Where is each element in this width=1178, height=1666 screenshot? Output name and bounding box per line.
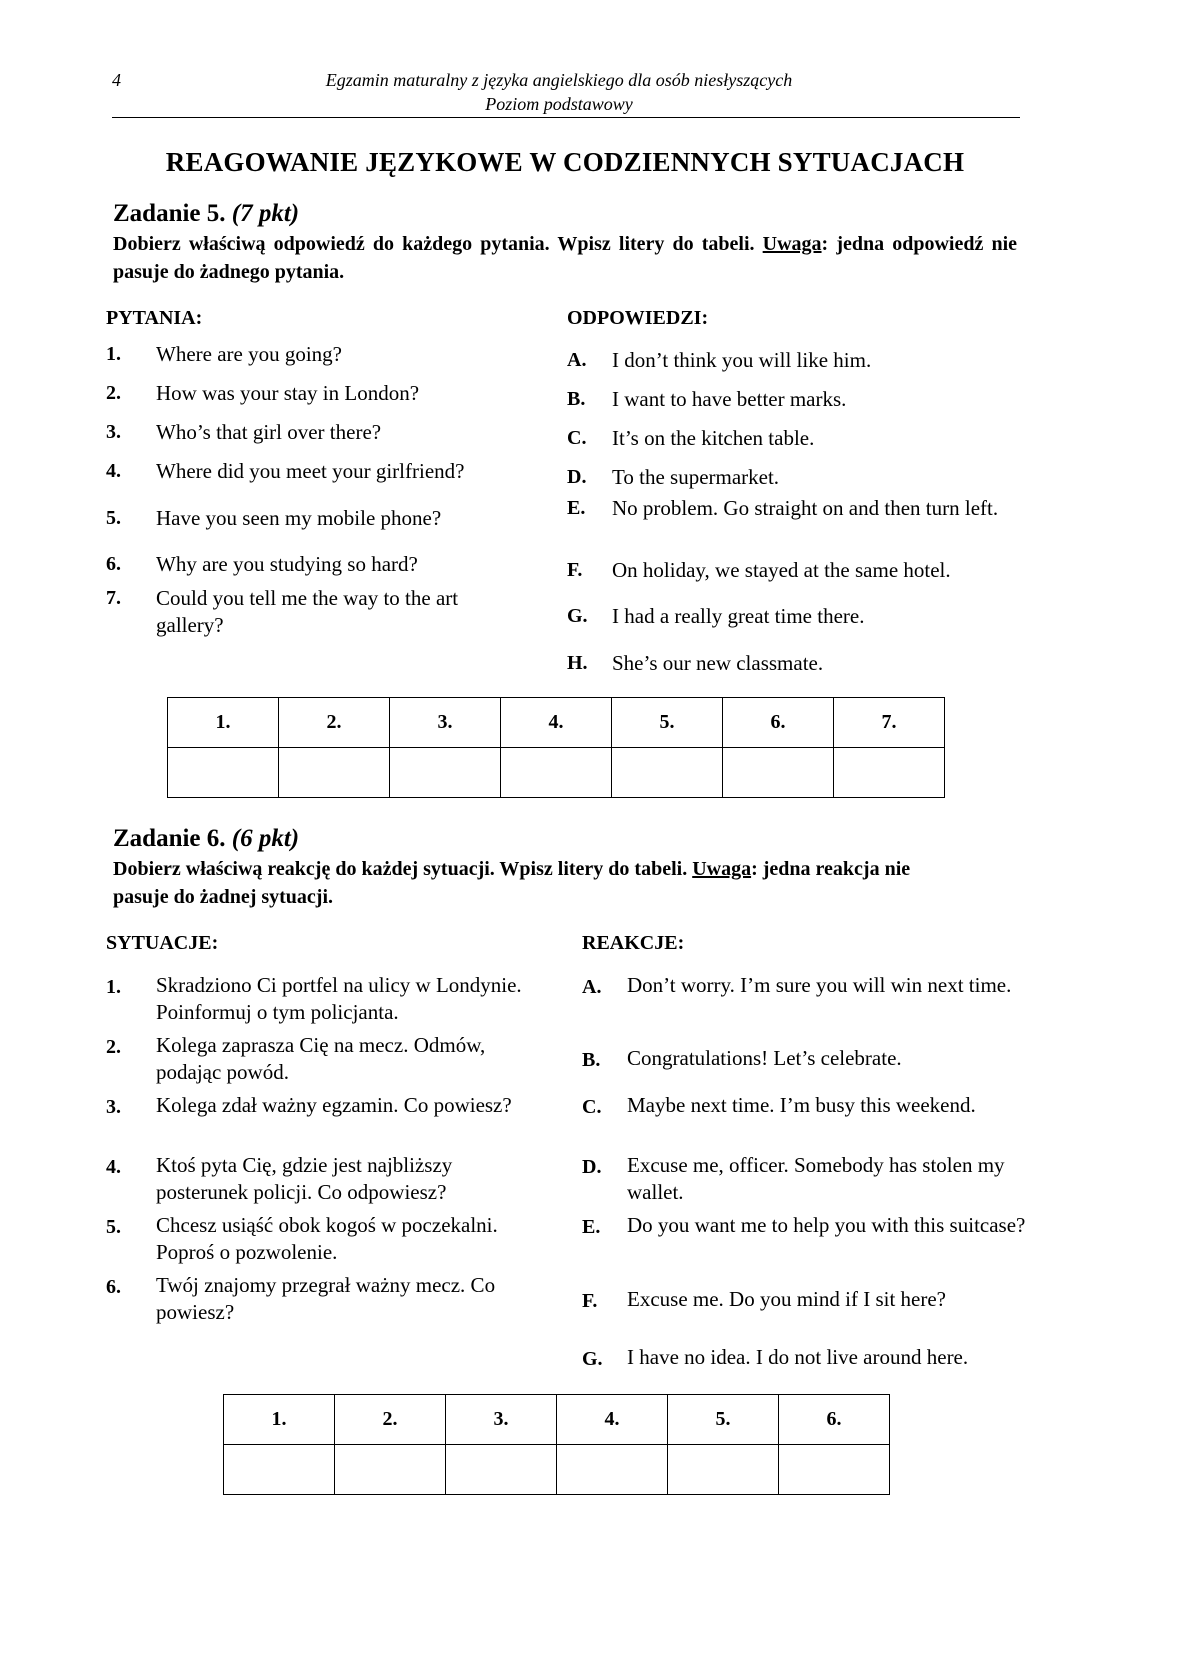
answer-letter: F. [567,559,583,581]
reaction-letter: A. [582,976,602,998]
reaction-text: Maybe next time. I’m busy this weekend. [627,1093,976,1117]
answer-letter: H. [567,652,588,674]
table-answer-row [168,748,945,798]
task6-instruction-part1: Dobierz właściwą reakcję do każdej sytuacji. Wpisz litery do tabeli. [113,858,693,880]
answer-text: On holiday, we stayed at the same hotel. [612,558,951,582]
task5-instruction-part1: Dobierz właściwą odpowiedź do każdego pytania. Wpisz litery do tabeli. [113,233,763,255]
reaction-letter: G. [582,1348,603,1370]
table-header-cell: 6. [779,1395,890,1445]
reaction-letter: B. [582,1049,601,1071]
situation-number: 2. [106,1036,121,1058]
table-header-row [168,698,945,748]
answer-text: To the supermarket. [612,465,780,489]
question-text: How was your stay in London? [156,381,420,405]
answer-text: I had a really great time there. [612,604,865,628]
answer-text: I don’t think you will like him. [612,348,872,372]
situation-text: Kolega zdał ważny egzamin. Co powiesz? [156,1093,512,1117]
answer-letter: D. [567,466,587,488]
task6-answer-table [223,1394,890,1495]
task6-reactions-heading: REAKCJE: [582,932,685,954]
table-header-cell: 2. [335,1395,446,1445]
answer-text: She’s our new classmate. [612,651,824,675]
answer-cell[interactable] [557,1445,668,1495]
task5-name: Zadanie 5. [113,200,226,227]
answer-cell[interactable] [668,1445,779,1495]
question-number: 2. [106,382,121,404]
task6-title [113,825,299,853]
question-number: 5. [106,507,121,529]
task6-instruction-part2: : jedna reakcja nie pasuje do żadnej sytuacji. [113,858,911,908]
task5-title [113,200,299,228]
table-answer-row [224,1445,890,1495]
task5-answers-heading: ODPOWIEDZI: [567,307,709,329]
answer-cell[interactable] [723,748,834,798]
task6-name: Zadanie 6. [113,825,226,852]
situation-number: 4. [106,1156,121,1178]
reaction-letter: C. [582,1096,602,1118]
header-rule [112,117,1020,118]
answer-letter: A. [567,349,587,371]
question-number: 6. [106,553,121,575]
question-text: Where did you meet your girlfriend? [156,459,465,483]
table-header-row [224,1395,890,1445]
task5-questions-heading: PYTANIA: [106,307,203,329]
table-header-cell: 7. [834,698,945,748]
task6-instruction [113,855,943,911]
task5-instruction [113,230,1017,286]
reaction-letter: E. [582,1216,601,1238]
situation-text: Kolega zaprasza Cię na mecz. Odmów, podając powód. [156,1033,486,1084]
answer-letter: B. [567,388,586,410]
table-header-cell: 4. [501,698,612,748]
situation-number: 6. [106,1276,121,1298]
question-number: 7. [106,587,121,609]
situation-text: Twój znajomy przegrał ważny mecz. Co powiesz? [156,1273,496,1324]
reaction-text: Excuse me, officer. Somebody has stolen my wallet. [627,1153,1005,1204]
exam-title: Egzamin maturalny z języka angielskiego dla osób niesłyszących [325,70,793,90]
question-number: 1. [106,343,121,365]
table-header-cell: 5. [668,1395,779,1445]
answer-cell[interactable] [446,1445,557,1495]
task6-instruction-note: Uwaga [692,858,752,880]
answer-cell[interactable] [224,1445,335,1495]
answer-letter: E. [567,497,586,519]
reaction-text: Congratulations! Let’s celebrate. [627,1046,902,1070]
table-header-cell: 6. [723,698,834,748]
table-header-cell: 3. [446,1395,557,1445]
question-number: 4. [106,460,121,482]
reaction-text: Excuse me. Do you mind if I sit here? [627,1287,946,1311]
answer-cell[interactable] [779,1445,890,1495]
question-number: 3. [106,421,121,443]
question-text: Who’s that girl over there? [156,420,382,444]
table-header-cell: 1. [168,698,279,748]
answer-letter: G. [567,605,588,627]
situation-text: Chcesz usiąść obok kogoś w poczekalni. Poproś o pozwolenie. [156,1213,498,1264]
situation-number: 5. [106,1216,121,1238]
answer-cell[interactable] [168,748,279,798]
task6-situations-heading: SYTUACJE: [106,932,219,954]
answer-cell[interactable] [279,748,390,798]
table-header-cell: 3. [390,698,501,748]
reaction-text: Do you want me to help you with this suitcase? [627,1213,1026,1237]
question-text: Why are you studying so hard? [156,552,418,576]
answer-cell[interactable] [834,748,945,798]
answer-cell[interactable] [390,748,501,798]
situation-number: 3. [106,1096,121,1118]
situation-text: Skradziono Ci portfel na ulicy w Londynie. Poinformuj o tym policjanta. [156,973,522,1024]
reaction-letter: D. [582,1156,602,1178]
answer-text: No problem. Go straight on and then turn left. [612,496,999,520]
table-header-cell: 4. [557,1395,668,1445]
task5-points: (7 pkt) [231,200,300,227]
question-text: Could you tell me the way to the art gallery? [156,586,459,637]
task5-instruction-note: Uwaga [762,233,822,255]
answer-cell[interactable] [501,748,612,798]
reaction-text: I have no idea. I do not live around here. [627,1345,969,1369]
answer-letter: C. [567,427,587,449]
table-header-cell: 1. [224,1395,335,1445]
answer-text: I want to have better marks. [612,387,847,411]
question-text: Where are you going? [156,342,342,366]
task6-points: (6 pkt) [231,825,300,852]
task5-instruction-part2: : jedna odpowiedź nie pasuje do żadnego pytania. [113,233,1018,283]
task5-answer-table [167,697,945,798]
question-text: Have you seen my mobile phone? [156,506,442,530]
exam-level: Poziom podstawowy [485,94,633,114]
page-number: 4 [112,70,121,90]
reaction-text: Don’t worry. I’m sure you will win next time. [627,973,1012,997]
answer-text: It’s on the kitchen table. [612,426,815,450]
section-title: REAGOWANIE JĘZYKOWE W CODZIENNYCH SYTUACJACH [165,147,965,177]
situation-text: Ktoś pyta Cię, gdzie jest najbliższy posterunek policji. Co odpowiesz? [156,1153,453,1204]
answer-cell[interactable] [612,748,723,798]
answer-cell[interactable] [335,1445,446,1495]
reaction-letter: F. [582,1290,598,1312]
table-header-cell: 5. [612,698,723,748]
table-header-cell: 2. [279,698,390,748]
situation-number: 1. [106,976,121,998]
